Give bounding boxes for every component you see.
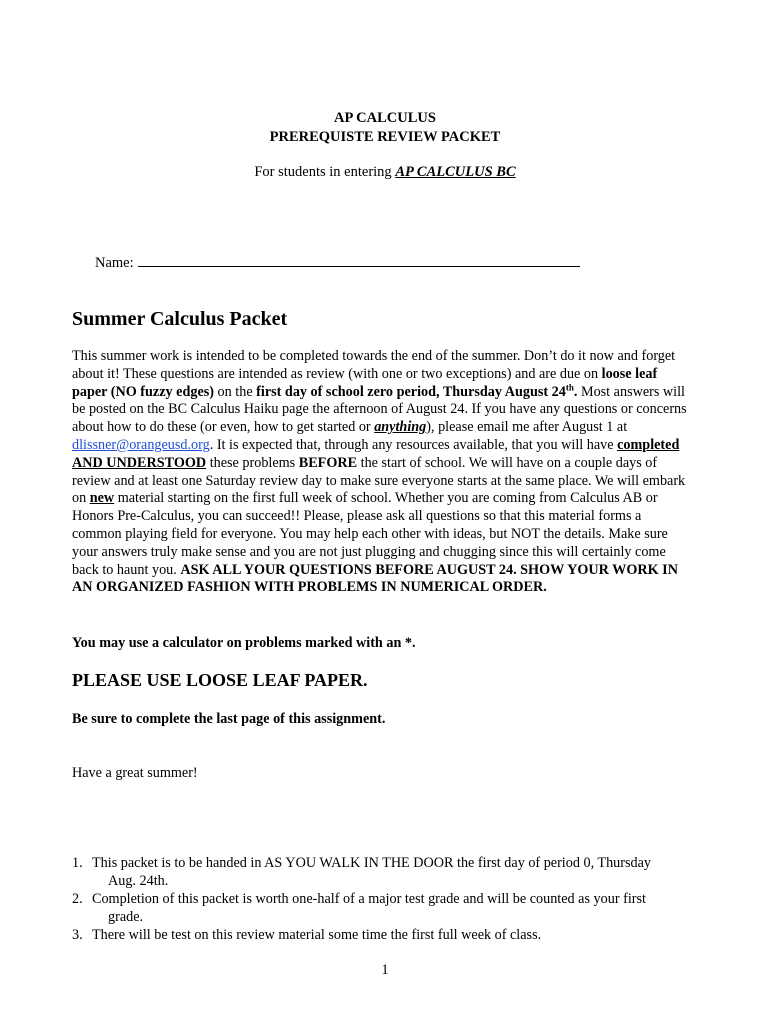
list-item	[72, 926, 702, 944]
due-date-end: .	[573, 383, 578, 400]
intro-paragraph	[72, 348, 694, 597]
list-item-number: 2.	[72, 891, 83, 907]
intro-emphasis: BEFORE	[298, 454, 358, 471]
intro-emphasis: loose leaf paper (NO fuzzy edges)	[72, 365, 658, 400]
notes-list	[72, 854, 702, 944]
page-number: 1	[381, 962, 389, 978]
intro-text: ), please email me after August 1 at	[426, 419, 628, 436]
intro-text: . It is expected that, through any resources available, that you will have	[209, 436, 618, 453]
intro-emphasis: completed AND UNDERSTOOD	[72, 436, 680, 471]
calculator-note: You may use a calculator on problems marked with an *.	[72, 635, 416, 651]
title-line-2: PREREQUISTE REVIEW PACKET	[269, 129, 501, 145]
intro-text: material starting on the first full week of school. Whether you are coming from Calculus AB or Honors Pre-Calculus, you can succeed!! Please, please ask all questions so that this material forms a common playing field for everyone. You may help each other with ideas, but NOT the details. Make sure your answers truly make sense and you are not just plugging and chugging since this will certainly come back to haunt you.	[72, 490, 668, 578]
name-label: Name:	[95, 255, 134, 271]
closing-text: Have a great summer!	[72, 765, 198, 781]
list-item-text: Completion of this packet is worth one-half of a major test grade and will be counted as your first	[92, 891, 646, 907]
list-item-text: This packet is to be handed in AS YOU WALK IN THE DOOR the first day of period 0, Thursday	[92, 855, 652, 871]
intro-text: these problems	[206, 454, 299, 471]
list-item-text: Aug. 24th.	[108, 873, 169, 889]
list-item-number: 3.	[72, 927, 83, 943]
due-date-suffix: th	[565, 381, 574, 392]
intro-text: the start of school. We will have on a couple days of review and at least one Saturday review day to make sure everyone starts at the same place. We will embark on	[72, 454, 686, 507]
subtitle-course: AP CALCULUS BC	[395, 164, 516, 180]
name-underline	[138, 254, 580, 267]
email-link[interactable]: dlissner@orangeusd.org	[72, 436, 210, 453]
subtitle-prefix: For students in entering	[254, 164, 396, 180]
intro-emphasis: anything	[374, 419, 427, 436]
intro-text: Most answers will be posted on the BC Calculus Haiku page the afternoon of August 24. If you have any questions or concerns about how to do these (or even, how to get started or	[72, 383, 687, 436]
list-item-text: grade.	[108, 909, 144, 925]
subtitle	[0, 164, 770, 181]
intro-text: This summer work is intended to be completed towards the end of the summer. Don’t do it now and forget about it! These questions are intended as review (with one or two exceptions) and are due on	[72, 348, 676, 382]
due-date	[256, 381, 578, 400]
section-title: Summer Calculus Packet	[72, 308, 288, 330]
intro-emphasis: new	[89, 490, 115, 507]
intro-emphasis: ASK ALL YOUR QUESTIONS BEFORE AUGUST 24. SHOW YOUR WORK IN AN ORGANIZED FASHION WITH PROBLEMS IN NUMERICAL ORDER.	[72, 561, 678, 596]
loose-leaf-heading: PLEASE USE LOOSE LEAF PAPER.	[72, 670, 368, 690]
list-item	[72, 854, 702, 890]
intro-text: on the	[214, 383, 257, 400]
title-line-1: AP CALCULUS	[334, 110, 436, 126]
name-field	[95, 254, 580, 272]
list-item	[72, 890, 702, 926]
list-item-number: 1.	[72, 855, 83, 871]
list-item-text: There will be test on this review material some time the first full week of class.	[92, 927, 542, 943]
due-date-text: first day of school zero period, Thursday August 24	[256, 383, 566, 400]
last-page-note: Be sure to complete the last page of this assignment.	[72, 711, 386, 727]
